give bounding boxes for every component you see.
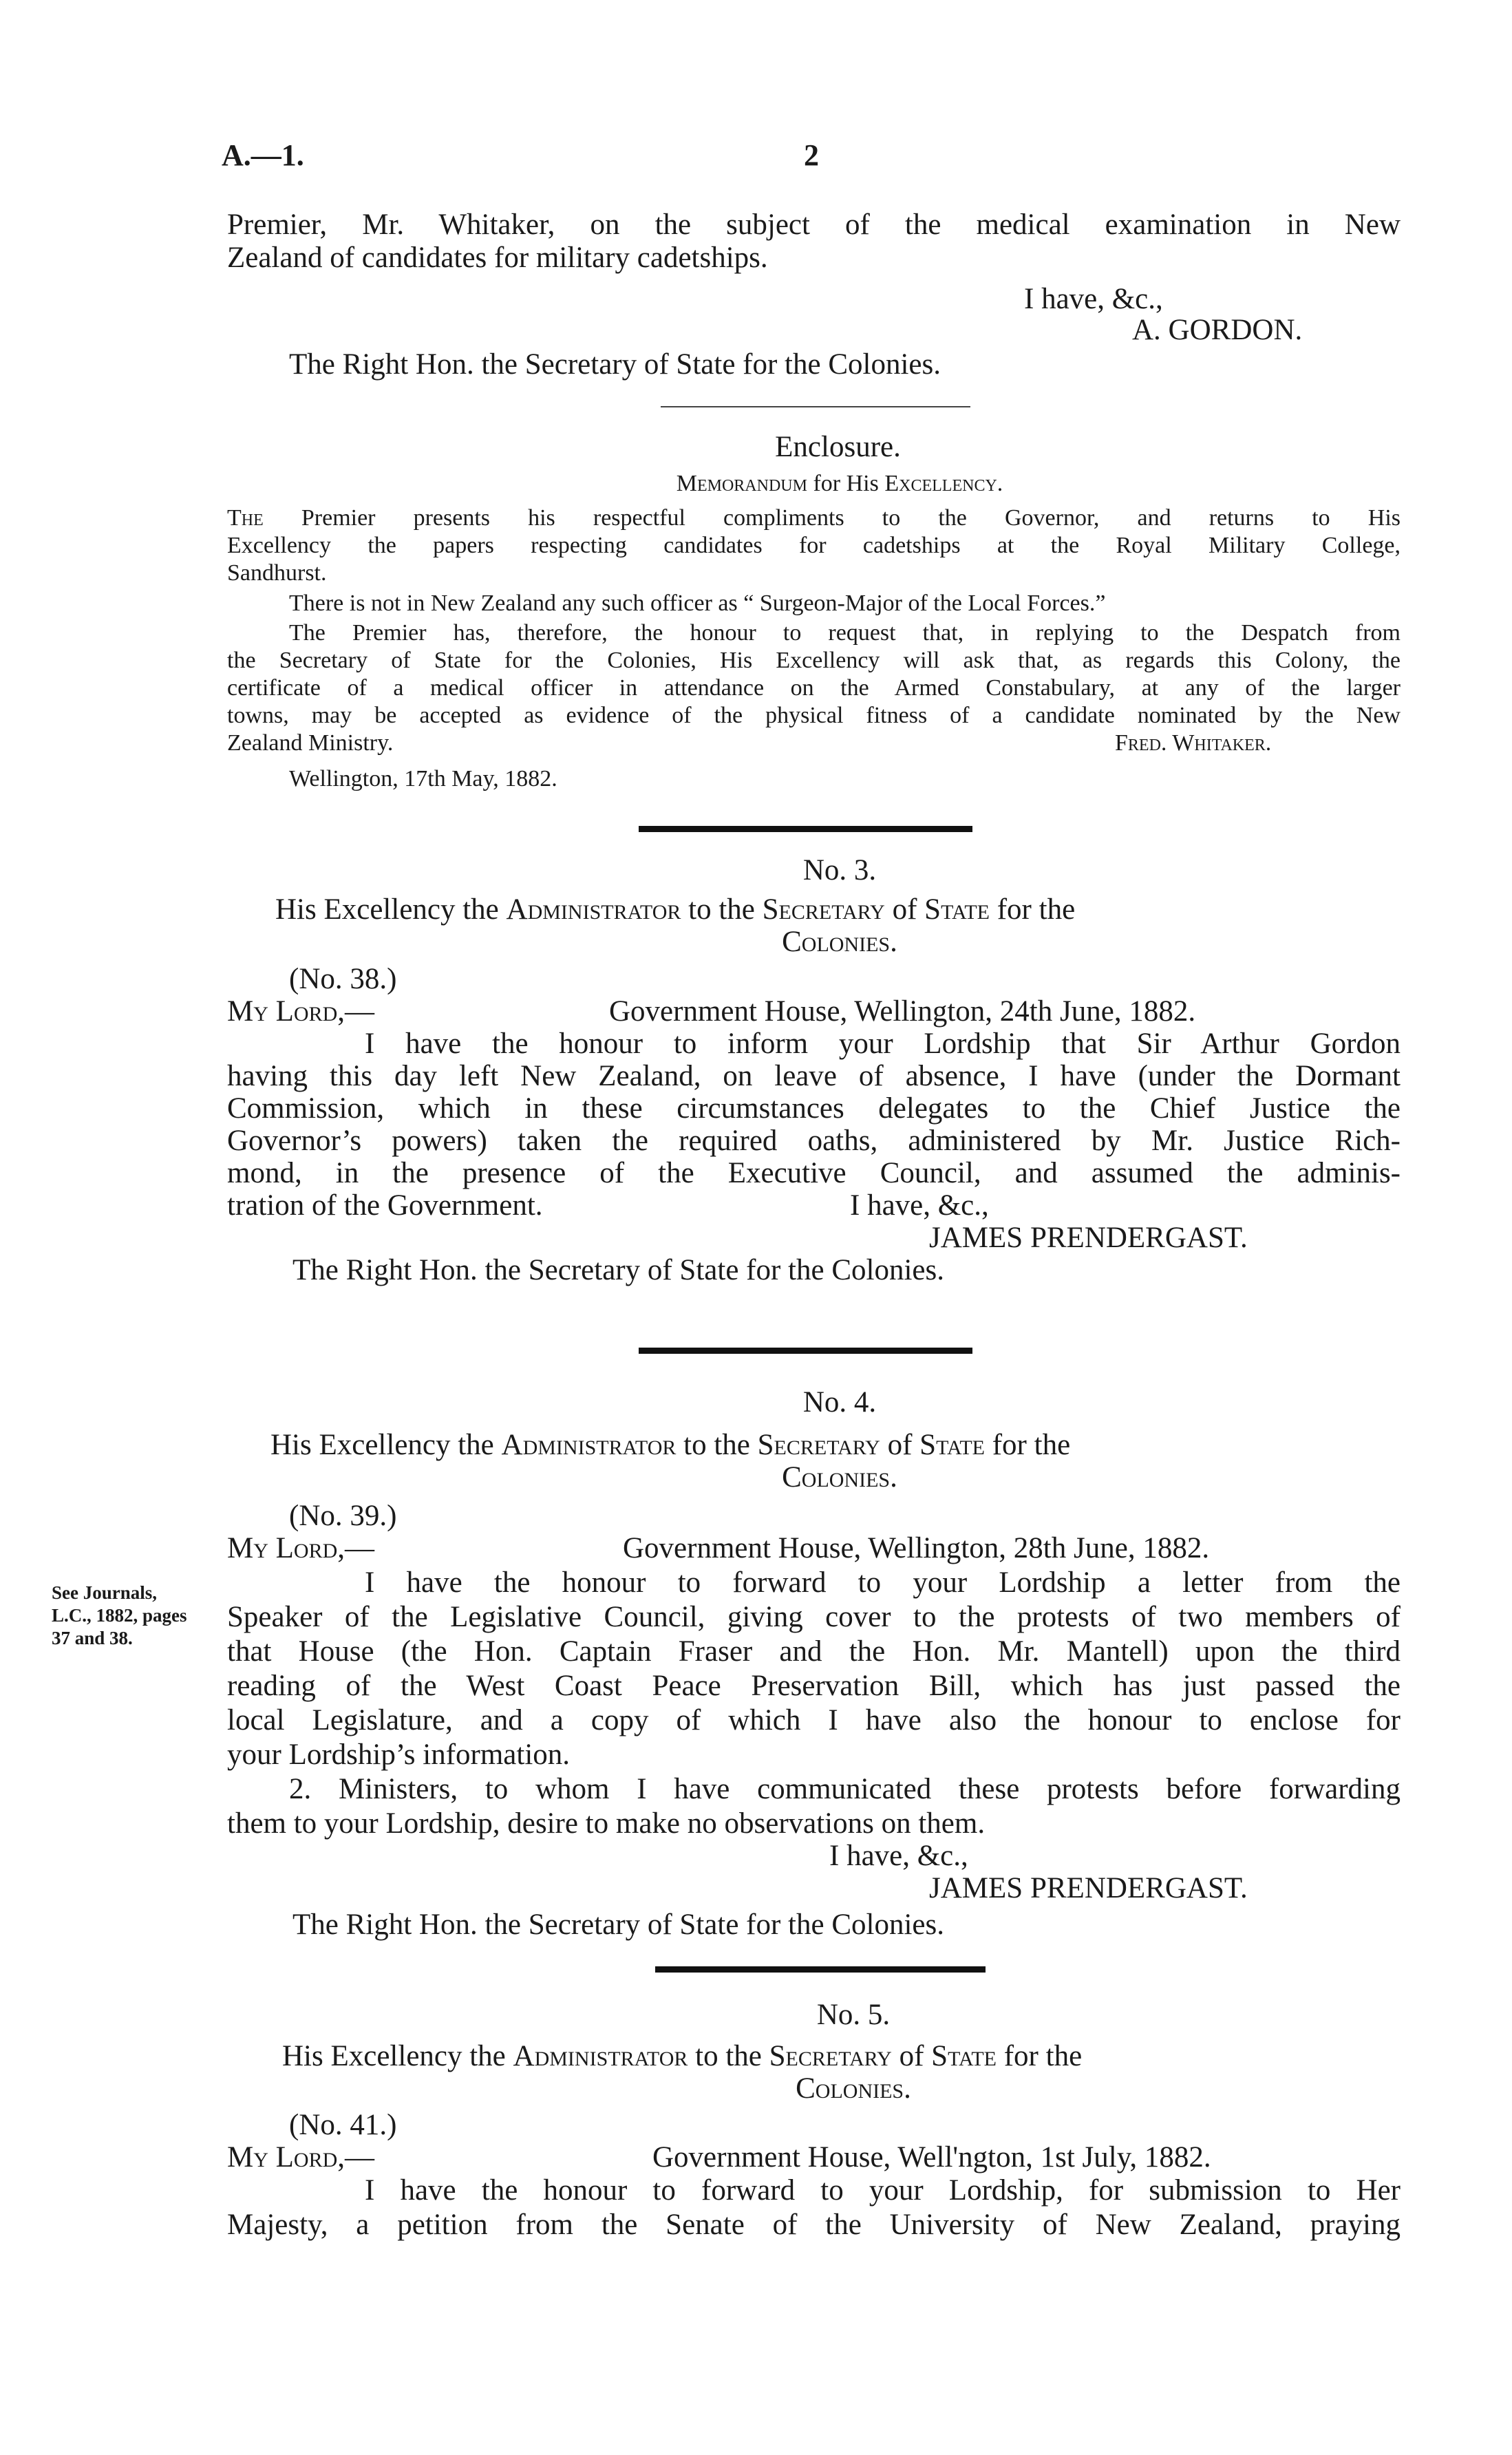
heading-part: to the: [688, 2040, 769, 2072]
page-reference: A.—1.: [222, 138, 304, 172]
body-line: Majesty, a petition from the Senate of the University of New Zealand, praying: [227, 2209, 1401, 2241]
heading-part: of: [891, 2040, 932, 2072]
despatch-ref: (No. 38.): [289, 963, 397, 995]
addressee: The Right Hon. the Secretary of State for the Colonies.: [289, 348, 941, 381]
location-date: Government House, Wellington, 28th June, 1882.: [623, 1532, 1210, 1564]
body-line: reading of the West Coast Peace Preservation Bill, which has just passed the: [227, 1670, 1401, 1702]
body-line: Premier, Mr. Whitaker, on the subject of the medical examination in New: [227, 209, 1401, 241]
memo-line: There is not in New Zealand any such officer as “ Surgeon-Major of the Local Forces.”: [289, 591, 1106, 616]
heading-part: His Excellency the: [275, 893, 507, 926]
body-line: I have the honour to forward to your Lordship, for submission to Her: [365, 2174, 1401, 2207]
heading-administrator: Administrator: [513, 2040, 688, 2072]
body-line: that House (the Hon. Captain Fraser and the Hon. Mr. Mantell) upon the third: [227, 1635, 1401, 1668]
addressee: The Right Hon. the Secretary of State for the Colonies.: [292, 1254, 944, 1286]
despatch-ref: (No. 39.): [289, 1500, 397, 1532]
despatch-heading: [270, 1428, 1070, 1463]
heading-part: His Excellency the: [270, 1429, 502, 1461]
section-divider: [639, 826, 972, 832]
heading-secretary: Secretary: [757, 1429, 880, 1461]
heading-part: of: [884, 893, 925, 926]
margin-note-line: L.C., 1882, pages: [52, 1605, 187, 1626]
heading-state: State: [931, 2040, 997, 2072]
heading-administrator: Administrator: [506, 893, 681, 926]
body-line: Commission, which in these circumstances delegates to the Chief Justice the: [227, 1092, 1401, 1125]
despatch-heading-2: Colonies.: [782, 926, 897, 958]
heading-part: for the: [984, 1429, 1071, 1461]
body-line: I have the honour to inform your Lordship that Sir Arthur Gordon: [365, 1028, 1401, 1060]
heading-state: State: [924, 893, 990, 926]
body-line: your Lordship’s information.: [227, 1739, 571, 1771]
memo-line: The Premier has, therefore, the honour to request that, in replying to the Despatch from: [289, 620, 1401, 646]
body-line: local Legislature, and a copy of which I have also the honour to enclose for: [227, 1704, 1401, 1736]
enclosure-subtitle: [0, 470, 1512, 498]
memo-line: Excellency the papers respecting candidates for cadetships at the Royal Military College,: [227, 533, 1401, 558]
heading-administrator: Administrator: [501, 1429, 677, 1461]
despatch-number: No. 5.: [816, 1999, 891, 2031]
heading-part: for the: [996, 2040, 1083, 2072]
salutation: My Lord,—: [227, 995, 375, 1028]
memo-dateline: Wellington, 17th May, 1882.: [289, 766, 557, 791]
despatch-number: No. 3.: [802, 854, 877, 886]
heading-part: of: [880, 1429, 920, 1461]
memo-text: Premier presents his respectful compliments to the Governor, and returns to His: [263, 505, 1401, 531]
section-divider: [655, 1966, 986, 1973]
subtitle-excellency: Excellency.: [884, 471, 1003, 496]
despatch-heading-2: Colonies.: [796, 2072, 911, 2105]
body-line: Governor’s powers) taken the required oaths, administered by Mr. Justice Rich-: [227, 1125, 1401, 1157]
body-line: having this day left New Zealand, on leave of absence, I have (under the Dormant: [227, 1060, 1401, 1092]
body-line: tration of the Government.: [227, 1189, 543, 1222]
divider: [661, 406, 970, 407]
page-number: 2: [804, 138, 819, 172]
despatch-ref: (No. 41.): [289, 2109, 397, 2141]
enclosure-title: Enclosure.: [775, 431, 901, 463]
margin-note-line: 37 and 38.: [52, 1628, 133, 1648]
heading-part: His Excellency the: [282, 2040, 513, 2072]
location-date: Government House, Well'ngton, 1st July, 1882.: [652, 2141, 1211, 2174]
body-line: Zealand of candidates for military cadetships.: [227, 242, 768, 274]
despatch-number: No. 4.: [802, 1386, 877, 1418]
salutation: My Lord,—: [227, 2141, 375, 2174]
memo-the: The: [227, 505, 264, 531]
body-line: mond, in the presence of the Executive Council, and assumed the adminis-: [227, 1157, 1401, 1189]
location-date: Government House, Wellington, 24th June, 1882.: [609, 995, 1196, 1028]
closing: I have, &c.,: [1024, 283, 1163, 315]
heading-secretary: Secretary: [769, 2040, 892, 2072]
heading-part: to the: [676, 1429, 758, 1461]
body-line: I have the honour to forward to your Lordship a letter from the: [365, 1566, 1401, 1599]
signature: A. GORDON.: [1132, 314, 1303, 346]
heading-secretary: Secretary: [762, 893, 885, 926]
body-line: Speaker of the Legislative Council, giving cover to the protests of two members of: [227, 1601, 1401, 1633]
subtitle-for-his: for His: [807, 471, 885, 496]
memo-line: Sandhurst.: [227, 560, 327, 586]
heading-part: for the: [989, 893, 1076, 926]
signature: JAMES PRENDERGAST.: [929, 1872, 1248, 1904]
body-line: 2. Ministers, to whom I have communicated these protests before forwarding: [289, 1773, 1401, 1805]
closing: I have, &c.,: [829, 1840, 968, 1872]
margin-note-line: See Journals,: [52, 1582, 158, 1603]
despatch-heading-2: Colonies.: [782, 1461, 897, 1494]
heading-state: State: [919, 1429, 985, 1461]
memo-line: [227, 504, 1401, 532]
subtitle-memorandum: Memorandum: [676, 471, 807, 496]
body-line: them to your Lordship, desire to make no observations on them.: [227, 1807, 986, 1840]
addressee: The Right Hon. the Secretary of State for the Colonies.: [292, 1909, 944, 1941]
memo-line: certificate of a medical officer in attendance on the Armed Constabulary, at any of the larger: [227, 675, 1401, 701]
section-divider: [639, 1348, 972, 1354]
memo-signer: Fred. Whitaker.: [1115, 730, 1272, 756]
memo-line: Zealand Ministry.: [227, 730, 394, 756]
heading-part: to the: [681, 893, 763, 926]
despatch-heading: [282, 2039, 1082, 2074]
despatch-heading: [275, 893, 1075, 927]
signature: JAMES PRENDERGAST.: [929, 1222, 1248, 1254]
closing: I have, &c.,: [850, 1189, 989, 1222]
salutation: My Lord,—: [227, 1532, 375, 1564]
memo-line: towns, may be accepted as evidence of the physical fitness of a candidate nominated by the New: [227, 703, 1401, 728]
memo-line: the Secretary of State for the Colonies, His Excellency will ask that, as regards this Colony, the: [227, 648, 1401, 673]
